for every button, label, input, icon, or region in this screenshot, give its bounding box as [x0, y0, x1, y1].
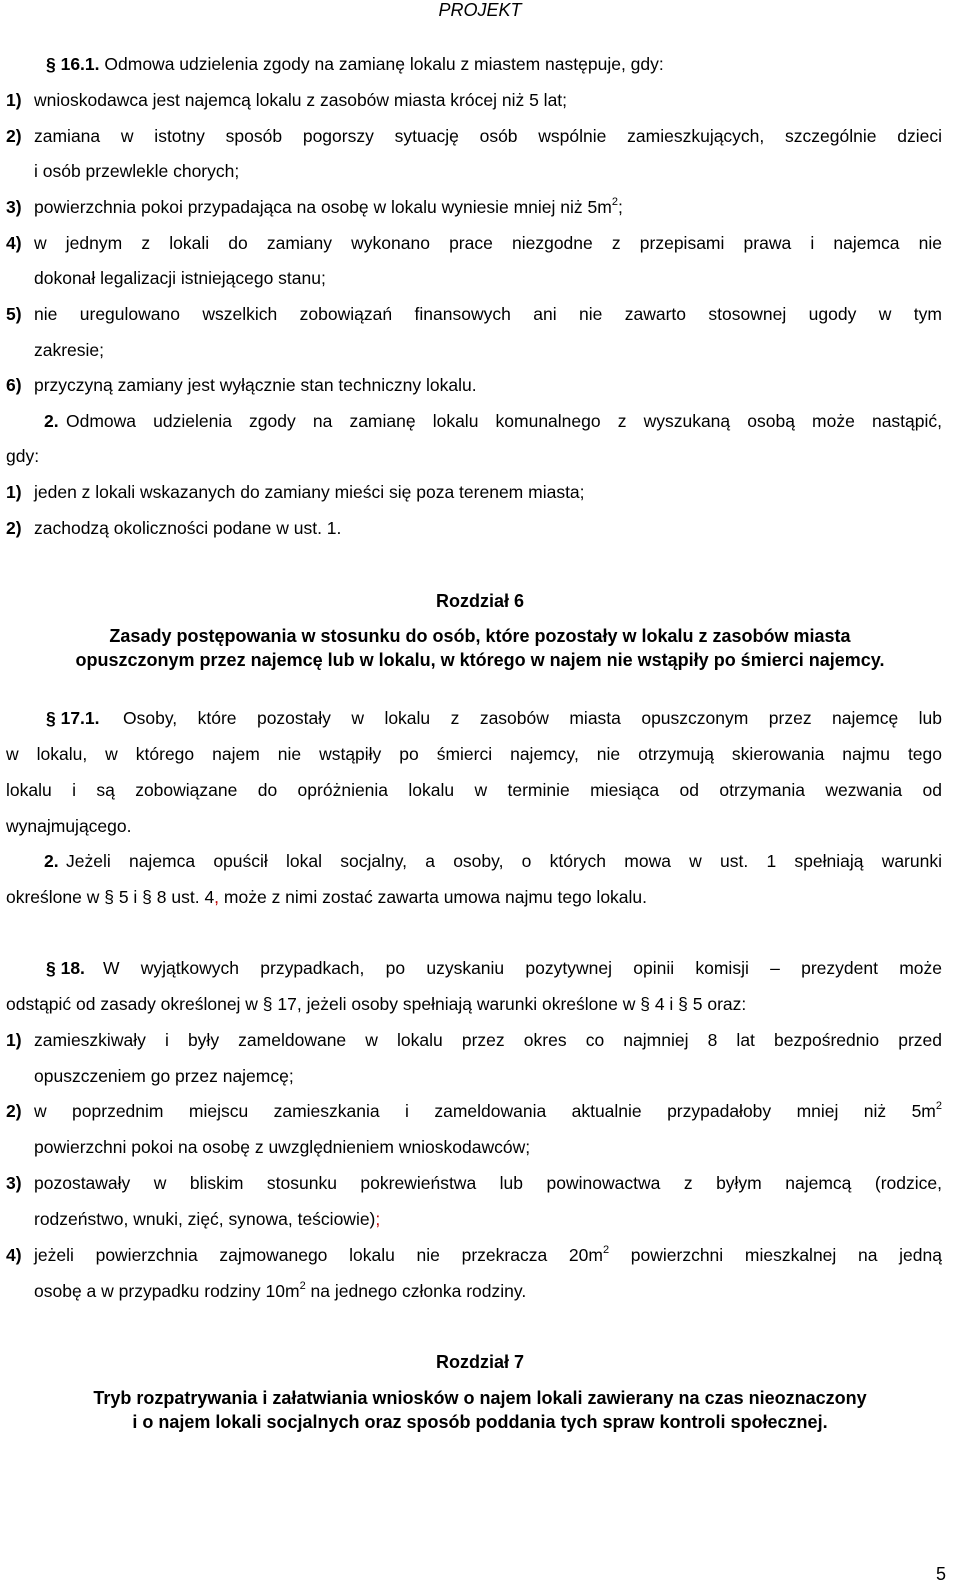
item-text: na jednego członka rodziny. [305, 1281, 527, 1301]
paragraph-text: określone w § 5 i § 8 ust. 4 [6, 887, 215, 907]
item-text: osobę a w przypadku rodziny 10m [34, 1281, 300, 1301]
section-number: § 16.1. [46, 54, 100, 74]
list-item: zamieszkiwały i były zameldowane w lokalu przez okres co najmniej 8 lat bezpośrednio przed [34, 1030, 942, 1050]
item-number: 3) [6, 1173, 22, 1193]
highlighted-punctuation: ; [375, 1209, 381, 1229]
item-text: rodzeństwo, wnuki, zięć, synowa, teściowie) [34, 1209, 376, 1229]
item-text: ; [617, 197, 623, 217]
paragraph-text: lokalu i są zobowiązane do opróżnienia lokalu w terminie miesiąca od otrzymania wezwania od [6, 780, 942, 800]
list-item-continuation [34, 1280, 526, 1302]
item-number: 2) [6, 1101, 22, 1121]
paragraph-text: może z nimi zostać zawarta umowa najmu tego lokalu. [219, 887, 648, 907]
list-item [34, 1100, 942, 1122]
list-item [34, 1244, 942, 1266]
list-item-continuation: i osób przewlekle chorych; [34, 161, 240, 181]
item-number: 4) [6, 233, 22, 253]
superscript: 2 [935, 1100, 942, 1112]
list-item-continuation [34, 1208, 380, 1230]
item-number: 3) [6, 197, 22, 217]
paragraph-text: odstąpić od zasady określonej w § 17, jeżeli osoby spełniają warunki określone w § 4 i § 5 oraz: [6, 994, 747, 1014]
subparagraph-text: Jeżeli najemca opuścił lokal socjalny, a osoby, o których mowa w ust. 1 spełniają warunki [66, 851, 942, 871]
list-item: zamiana w istotny sposób pogorszy sytuację osób wspólnie zamieszkujących, szczególnie dzieci [34, 126, 942, 146]
chapter-title: Rozdział 6 [435, 591, 524, 611]
subparagraph-number: 2. [44, 851, 59, 871]
item-number: 1) [6, 90, 22, 110]
page-number: 5 [935, 1564, 946, 1584]
list-item [34, 196, 623, 218]
item-text: jeżeli powierzchnia zajmowanego lokalu nie przekracza 20m [34, 1245, 603, 1265]
subparagraph-continuation: gdy: [6, 446, 40, 466]
list-item: pozostawały w bliskim stosunku pokrewieństwa lub powinowactwa z byłym najemcą (rodzice, [34, 1173, 942, 1193]
list-item: wnioskodawca jest najemcą lokalu z zasobów miasta krócej niż 5 lat; [34, 90, 568, 110]
list-item: przyczyną zamiany jest wyłącznie stan techniczny lokalu. [34, 375, 477, 395]
chapter-subtitle: Zasady postępowania w stosunku do osób, które pozostały w lokalu z zasobów miasta [109, 626, 851, 646]
paragraph-text: W wyjątkowych przypadkach, po uzyskaniu pozytywnej opinii komisji – prezydent może [103, 958, 942, 978]
paragraph-text: Osoby, które pozostały w lokalu z zasobów miasta opuszczonym przez najemcę lub [123, 708, 942, 728]
item-text: w poprzednim miejscu zamieszkania i zameldowania aktualnie przypadałoby mniej niż 5m [34, 1101, 936, 1121]
item-number: 5) [6, 304, 22, 324]
subparagraph-number: 2. [44, 411, 59, 431]
chapter-subtitle: i o najem lokali socjalnych oraz sposób poddania tych spraw kontroli społecznej. [132, 1412, 828, 1432]
section-number: § 17.1. [46, 708, 100, 728]
chapter-subtitle: Tryb rozpatrywania i załatwiania wniosków o najem lokali zawierany na czas nieoznaczony [93, 1388, 867, 1408]
item-text: powierzchnia pokoi przypadająca na osobę w lokalu wyniesie mniej niż 5m [34, 197, 612, 217]
item-number: 6) [6, 375, 22, 395]
highlighted-punctuation: , [214, 887, 220, 907]
item-number: 1) [6, 1030, 22, 1050]
item-number: 4) [6, 1245, 22, 1265]
item-number: 1) [6, 482, 22, 502]
list-item-continuation: opuszczeniem go przez najemcę; [34, 1066, 294, 1086]
subparagraph-continuation [6, 886, 647, 908]
subparagraph-text: Odmowa udzielenia zgody na zamianę lokalu komunalnego z wyszukaną osobą może nastąpić, [66, 411, 942, 431]
superscript: 2 [611, 196, 618, 208]
section-number: § 18. [46, 958, 85, 978]
list-item-continuation: zakresie; [34, 340, 105, 360]
item-text: powierzchni mieszkalnej na jedną [609, 1245, 942, 1265]
chapter-title: Rozdział 7 [435, 1352, 524, 1372]
paragraph-text: w lokalu, w którego najem nie wstąpiły po śmierci najemcy, nie otrzymują skierowania najmu tego [6, 744, 942, 764]
superscript: 2 [602, 1244, 610, 1256]
list-item: zachodzą okoliczności podane w ust. 1. [34, 518, 342, 538]
paragraph-16-intro [46, 53, 664, 75]
paragraph-text: wynajmującego. [6, 816, 132, 836]
list-item: w jednym z lokali do zamiany wykonano prace niezgodne z przepisami prawa i najemca nie [34, 233, 942, 253]
list-item: jeden z lokali wskazanych do zamiany mieści się poza terenem miasta; [34, 482, 585, 502]
paragraph-text: Odmowa udzielenia zgody na zamianę lokalu z miastem następuje, gdy: [104, 54, 664, 74]
chapter-subtitle: opuszczonym przez najemcę lub w lokalu, w którego w najem nie wstąpiły po śmierci najemcy. [75, 650, 885, 670]
list-item-continuation: dokonał legalizacji istniejącego stanu; [34, 268, 326, 288]
list-item-continuation: powierzchni pokoi na osobę z uwzględnieniem wnioskodawców; [34, 1137, 531, 1157]
draft-header: PROJEKT [438, 0, 522, 20]
list-item: nie uregulowano wszelkich zobowiązań finansowych ani nie zawarto stosownej ugody w tym [34, 304, 942, 324]
item-number: 2) [6, 126, 22, 146]
superscript: 2 [299, 1280, 306, 1292]
item-number: 2) [6, 518, 22, 538]
